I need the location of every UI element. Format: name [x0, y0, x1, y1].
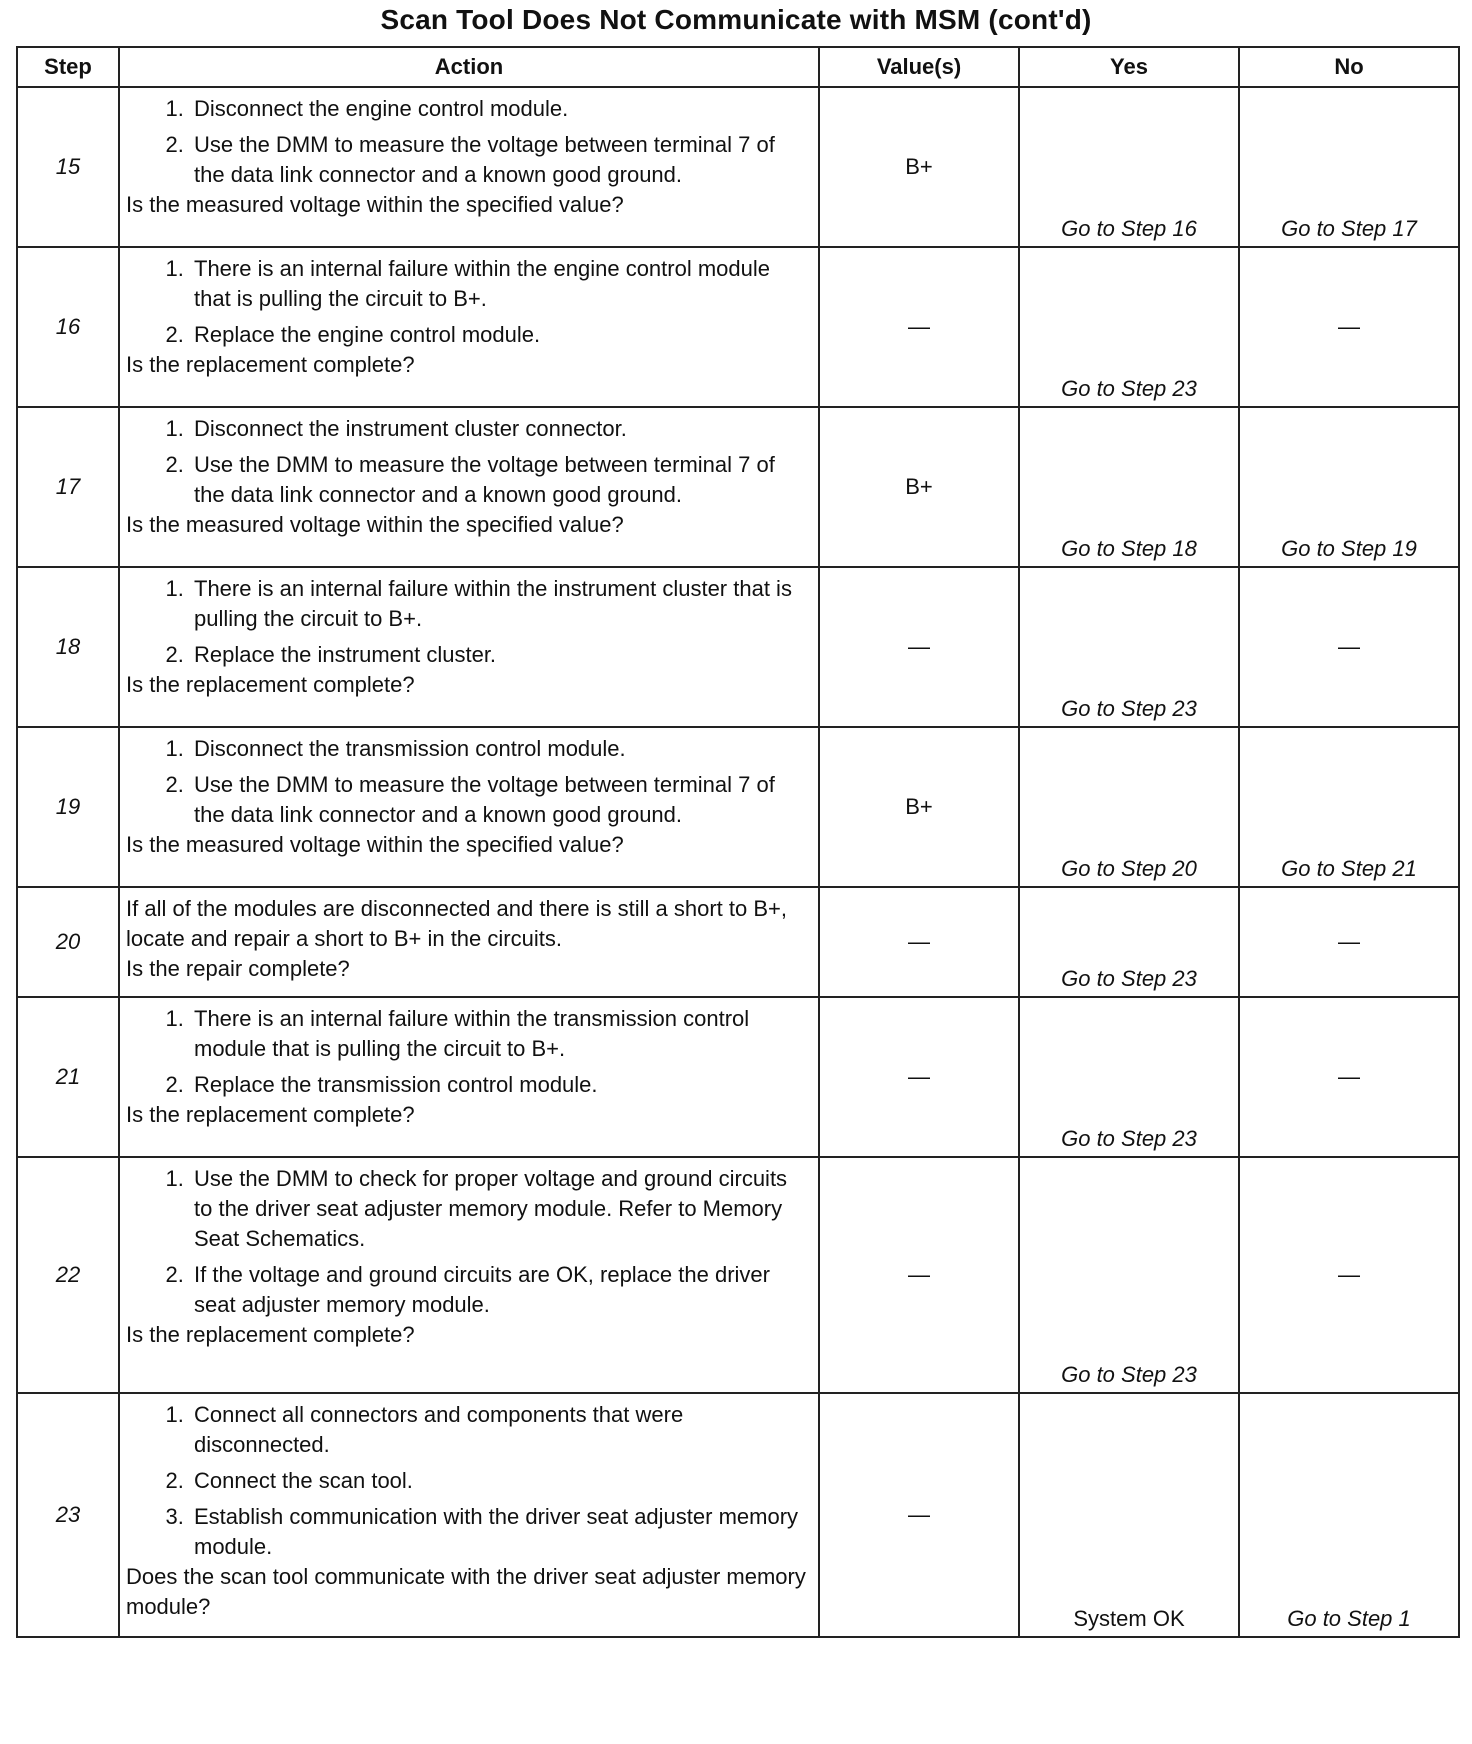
yes-cell: Go to Step 23	[1019, 567, 1239, 727]
action-item: 2. Replace the transmission control module.	[190, 1070, 810, 1100]
action-cell	[119, 87, 819, 247]
value-cell: —	[819, 887, 1019, 997]
table-row	[17, 87, 1459, 247]
diagnostic-table	[16, 46, 1460, 1638]
table-row	[17, 887, 1459, 997]
action-cell	[119, 407, 819, 567]
table-header-row	[17, 47, 1459, 87]
action-item: 2. If the voltage and ground circuits are OK, replace the driver seat adjuster memory module.	[190, 1260, 810, 1320]
action-question: Is the replacement complete?	[126, 1322, 415, 1347]
action-question: Is the repair complete?	[126, 956, 350, 981]
action-item: 3. Establish communication with the driver seat adjuster memory module.	[190, 1502, 810, 1562]
no-cell: —	[1239, 1157, 1459, 1393]
action-item: 2. Use the DMM to measure the voltage between terminal 7 of the data link connector and a known good ground.	[190, 770, 810, 830]
step-number: 18	[17, 567, 119, 727]
header-no: No	[1239, 47, 1459, 87]
step-number: 21	[17, 997, 119, 1157]
table-row	[17, 567, 1459, 727]
yes-cell: Go to Step 23	[1019, 247, 1239, 407]
action-item: 1. There is an internal failure within the transmission control module that is pulling the circuit to B+.	[190, 1004, 810, 1064]
header-step: Step	[17, 47, 119, 87]
step-number: 16	[17, 247, 119, 407]
value-cell: B+	[819, 407, 1019, 567]
yes-cell: Go to Step 23	[1019, 997, 1239, 1157]
action-item: 2. Connect the scan tool.	[190, 1466, 810, 1496]
no-cell: —	[1239, 997, 1459, 1157]
value-cell: —	[819, 1157, 1019, 1393]
no-cell: —	[1239, 567, 1459, 727]
no-cell: —	[1239, 247, 1459, 407]
no-cell: Go to Step 19	[1239, 407, 1459, 567]
action-item: 1. Use the DMM to check for proper voltage and ground circuits to the driver seat adjuster memory module. Refer to Memory Seat Schematics.	[190, 1164, 810, 1254]
action-cell	[119, 1393, 819, 1637]
table-row	[17, 997, 1459, 1157]
action-paragraph: If all of the modules are disconnected and there is still a short to B+, locate and repair a short to B+ in the circuits.	[126, 896, 787, 951]
action-cell	[119, 247, 819, 407]
action-item: 1. Connect all connectors and components that were disconnected.	[190, 1400, 810, 1460]
table-row	[17, 727, 1459, 887]
action-question: Is the measured voltage within the specified value?	[126, 192, 624, 217]
action-item: 1. There is an internal failure within the instrument cluster that is pulling the circuit to B+.	[190, 574, 810, 634]
action-item: 2. Use the DMM to measure the voltage between terminal 7 of the data link connector and a known good ground.	[190, 130, 810, 190]
page-title: Scan Tool Does Not Communicate with MSM (cont'd)	[380, 4, 1092, 35]
action-question: Is the measured voltage within the specified value?	[126, 512, 624, 537]
value-cell: B+	[819, 727, 1019, 887]
yes-cell: Go to Step 23	[1019, 1157, 1239, 1393]
action-question: Does the scan tool communicate with the driver seat adjuster memory module?	[126, 1564, 806, 1619]
step-number: 15	[17, 87, 119, 247]
action-question: Is the replacement complete?	[126, 672, 415, 697]
action-question: Is the measured voltage within the specified value?	[126, 832, 624, 857]
header-yes: Yes	[1019, 47, 1239, 87]
action-item: 1. Disconnect the transmission control module.	[190, 734, 810, 764]
step-number: 20	[17, 887, 119, 997]
action-item: 1. There is an internal failure within the engine control module that is pulling the circuit to B+.	[190, 254, 810, 314]
table-row	[17, 1157, 1459, 1393]
action-cell	[119, 887, 819, 997]
header-values: Value(s)	[819, 47, 1019, 87]
action-cell	[119, 1157, 819, 1393]
no-cell: Go to Step 1	[1239, 1393, 1459, 1637]
table-row	[17, 1393, 1459, 1637]
step-number: 17	[17, 407, 119, 567]
action-item: 2. Replace the engine control module.	[190, 320, 810, 350]
step-number: 22	[17, 1157, 119, 1393]
yes-cell: Go to Step 16	[1019, 87, 1239, 247]
yes-cell: System OK	[1019, 1393, 1239, 1637]
action-question: Is the replacement complete?	[126, 352, 415, 377]
table-row	[17, 407, 1459, 567]
action-cell	[119, 997, 819, 1157]
header-action: Action	[119, 47, 819, 87]
action-item: 2. Replace the instrument cluster.	[190, 640, 810, 670]
value-cell: —	[819, 567, 1019, 727]
yes-cell: Go to Step 20	[1019, 727, 1239, 887]
value-cell: —	[819, 1393, 1019, 1637]
step-number: 19	[17, 727, 119, 887]
action-cell	[119, 727, 819, 887]
yes-cell: Go to Step 23	[1019, 887, 1239, 997]
value-cell: —	[819, 247, 1019, 407]
no-cell: Go to Step 17	[1239, 87, 1459, 247]
no-cell: —	[1239, 887, 1459, 997]
table-row	[17, 247, 1459, 407]
value-cell: —	[819, 997, 1019, 1157]
action-item: 1. Disconnect the engine control module.	[190, 94, 810, 124]
no-cell: Go to Step 21	[1239, 727, 1459, 887]
action-cell	[119, 567, 819, 727]
value-cell: B+	[819, 87, 1019, 247]
step-number: 23	[17, 1393, 119, 1637]
action-item: 2. Use the DMM to measure the voltage between terminal 7 of the data link connector and a known good ground.	[190, 450, 810, 510]
action-item: 1. Disconnect the instrument cluster connector.	[190, 414, 810, 444]
yes-cell: Go to Step 18	[1019, 407, 1239, 567]
action-question: Is the replacement complete?	[126, 1102, 415, 1127]
